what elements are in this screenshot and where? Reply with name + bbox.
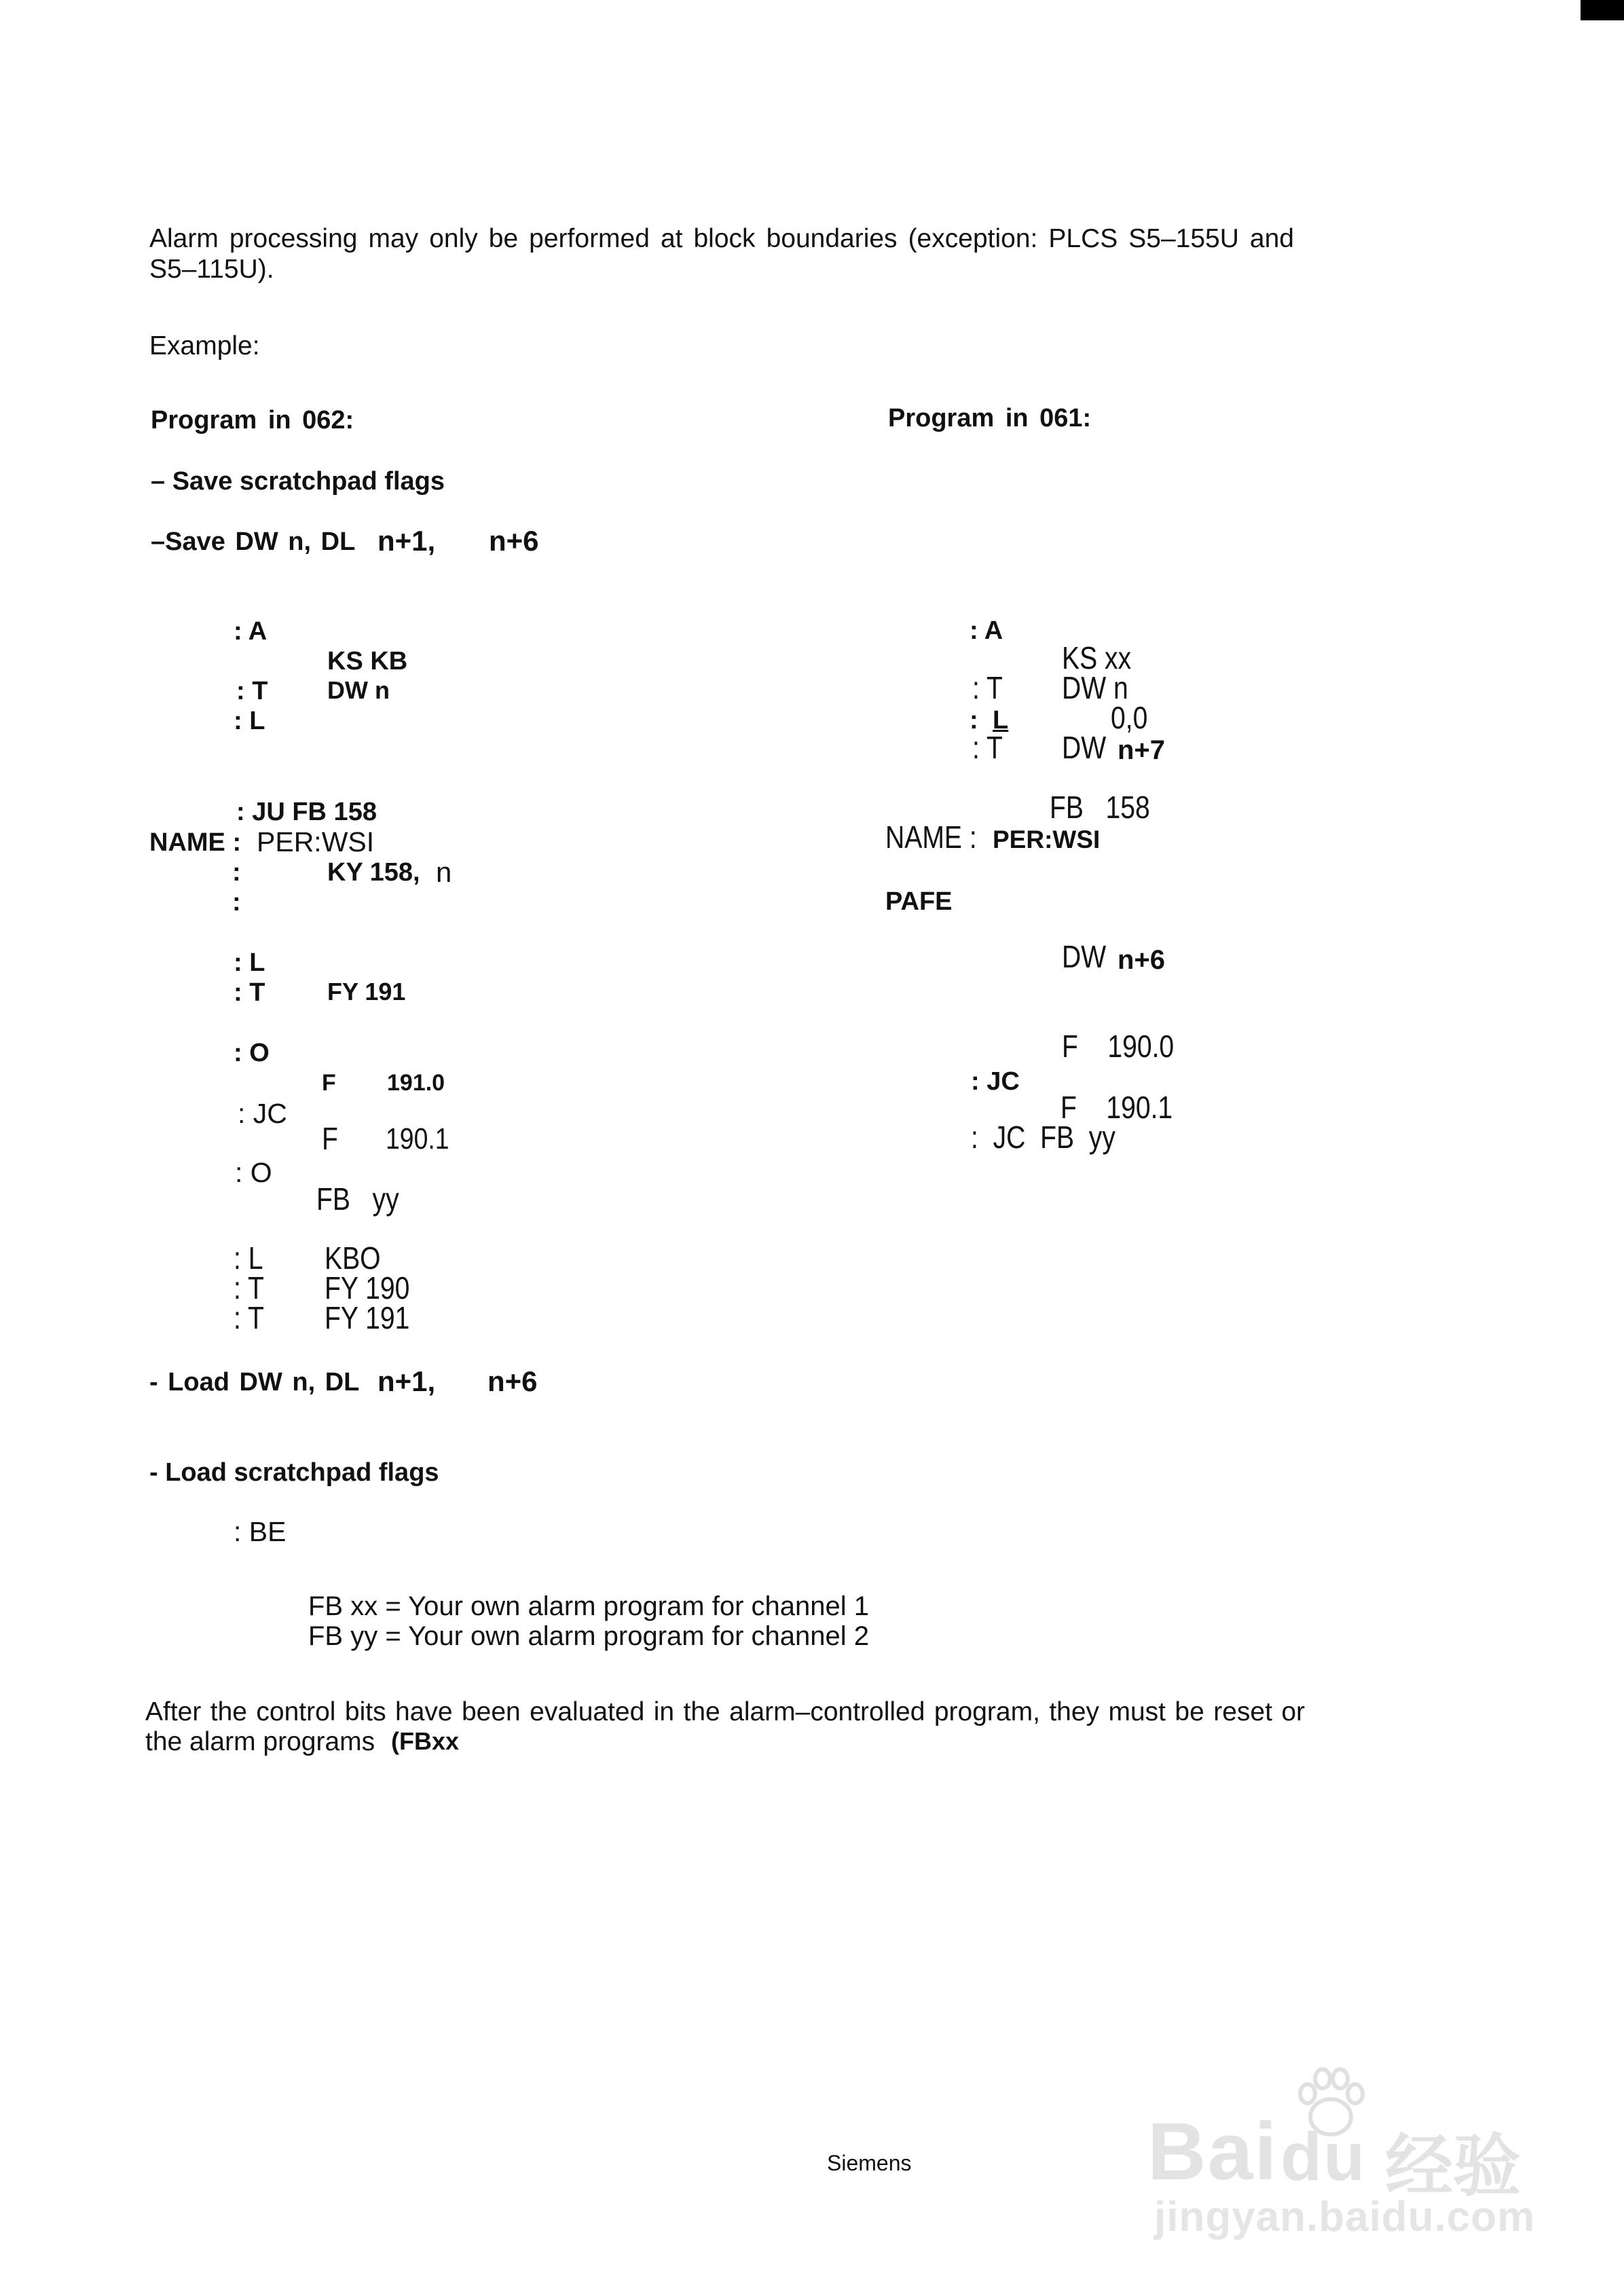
watermark-brand: Bai <box>1147 2106 1278 2197</box>
right-f-190-0: F 190.0 <box>1062 1029 1175 1064</box>
left-instr-t1: : T <box>236 677 268 705</box>
left-fy-190: FY 190 <box>325 1270 410 1306</box>
load-dw-n1: n+1, <box>377 1365 436 1397</box>
save-dw-n1: n+1, <box>377 525 436 557</box>
right-instr-jc-2: : JC FB yy <box>971 1120 1115 1155</box>
save-scratchpad-flags: – Save scratchpad flags <box>151 467 445 496</box>
left-per-wsi: PER:WSI <box>257 826 375 857</box>
intro-line-1: Alarm processing may only be performed at block boundaries (exception: PLCS S5–155U and <box>149 224 1294 253</box>
right-f-190-1: F 190.1 <box>1060 1090 1173 1125</box>
load-dw-line: - Load DW n, DL <box>149 1368 360 1397</box>
right-fb-158: FB 158 <box>1050 790 1150 825</box>
right-dw-n: DW n <box>1062 670 1128 705</box>
note-fb-yy: FB yy = Your own alarm program for channel 2 <box>308 1621 869 1651</box>
left-ky-158: KY 158, <box>327 858 420 887</box>
baidu-watermark <box>1147 2064 1536 2240</box>
right-instr-a: : A <box>970 616 1003 645</box>
save-dw-n6: n+6 <box>489 525 539 557</box>
right-heading: Program in 061: <box>888 404 1092 432</box>
left-heading: Program in 062: <box>151 406 354 435</box>
left-fy-191: FY 191 <box>327 978 406 1005</box>
right-instr-t1: : T <box>972 670 1003 705</box>
right-colon-l: : <box>970 706 978 735</box>
left-instr-l3: : L <box>234 1240 263 1276</box>
example-label: Example: <box>149 331 260 361</box>
right-dw-label-2: DW <box>1062 939 1107 974</box>
left-colon-2: : <box>232 888 241 917</box>
outro-line-2: the alarm programs <box>145 1727 375 1756</box>
left-instr-t2: : T <box>234 978 265 1007</box>
note-fb-xx: FB xx = Your own alarm program for channel 1 <box>308 1591 869 1621</box>
right-instr-jc-1: : JC <box>971 1067 1020 1096</box>
right-per-wsi: PER:WSI <box>993 826 1101 853</box>
corner-mark <box>1581 0 1624 20</box>
watermark-url: jingyan.baidu.com <box>1154 2194 1536 2240</box>
left-ju-fb-158: : JU FB 158 <box>236 798 377 826</box>
right-dw-n6: n+6 <box>1118 945 1166 975</box>
right-instr-t2: : T <box>972 730 1003 765</box>
left-f-label-2: F <box>322 1121 338 1156</box>
left-fb-yy: FB yy <box>316 1181 399 1217</box>
watermark-cn: 经验 <box>1385 2128 1521 2204</box>
left-instr-l2: : L <box>234 948 265 977</box>
left-dw-n: DW n <box>327 676 390 704</box>
left-f-label-1: F <box>322 1070 336 1096</box>
outro-fbxx: (FBxx <box>391 1727 460 1755</box>
left-kbo: KBO <box>325 1240 381 1276</box>
left-ky-n: n <box>436 856 452 888</box>
left-fy-191-b: FY 191 <box>325 1300 410 1335</box>
save-dw-line: –Save DW n, DL <box>151 528 356 556</box>
right-name-label: NAME : <box>885 819 977 855</box>
left-instr-be: : BE <box>234 1516 287 1547</box>
load-scratchpad-flags: - Load scratchpad flags <box>149 1458 439 1487</box>
left-instr-o2: : O <box>235 1157 272 1188</box>
right-dw-label: DW <box>1062 730 1107 765</box>
footer-siemens: Siemens <box>827 2151 912 2175</box>
left-ks-kb: KS KB <box>327 647 408 676</box>
left-name-label: NAME : <box>149 828 242 857</box>
right-dw-n7: n+7 <box>1118 735 1166 765</box>
intro-line-2: S5–115U). <box>149 255 274 284</box>
right-ks-xx: KS xx <box>1062 640 1132 676</box>
right-value-0-0: 0,0 <box>1111 700 1148 735</box>
load-dw-n6: n+6 <box>487 1365 538 1397</box>
left-instr-t3: : T <box>234 1270 264 1306</box>
left-instr-a: : A <box>234 617 267 646</box>
left-colon-1: : <box>232 858 241 887</box>
left-instr-t4: : T <box>234 1300 264 1335</box>
left-instr-l1: : L <box>234 707 265 735</box>
watermark-brand-du: du <box>1280 2119 1367 2195</box>
left-f-191-0: 191.0 <box>387 1070 445 1096</box>
left-instr-o1: : O <box>234 1039 270 1067</box>
left-instr-jc: : JC <box>238 1098 287 1129</box>
left-f-190-1: 190.1 <box>386 1122 449 1156</box>
right-instr-l: L <box>993 706 1009 735</box>
outro-line-1: After the control bits have been evaluated in the alarm–controlled program, they must be reset or <box>145 1697 1305 1726</box>
right-pafe: PAFE <box>885 887 953 916</box>
